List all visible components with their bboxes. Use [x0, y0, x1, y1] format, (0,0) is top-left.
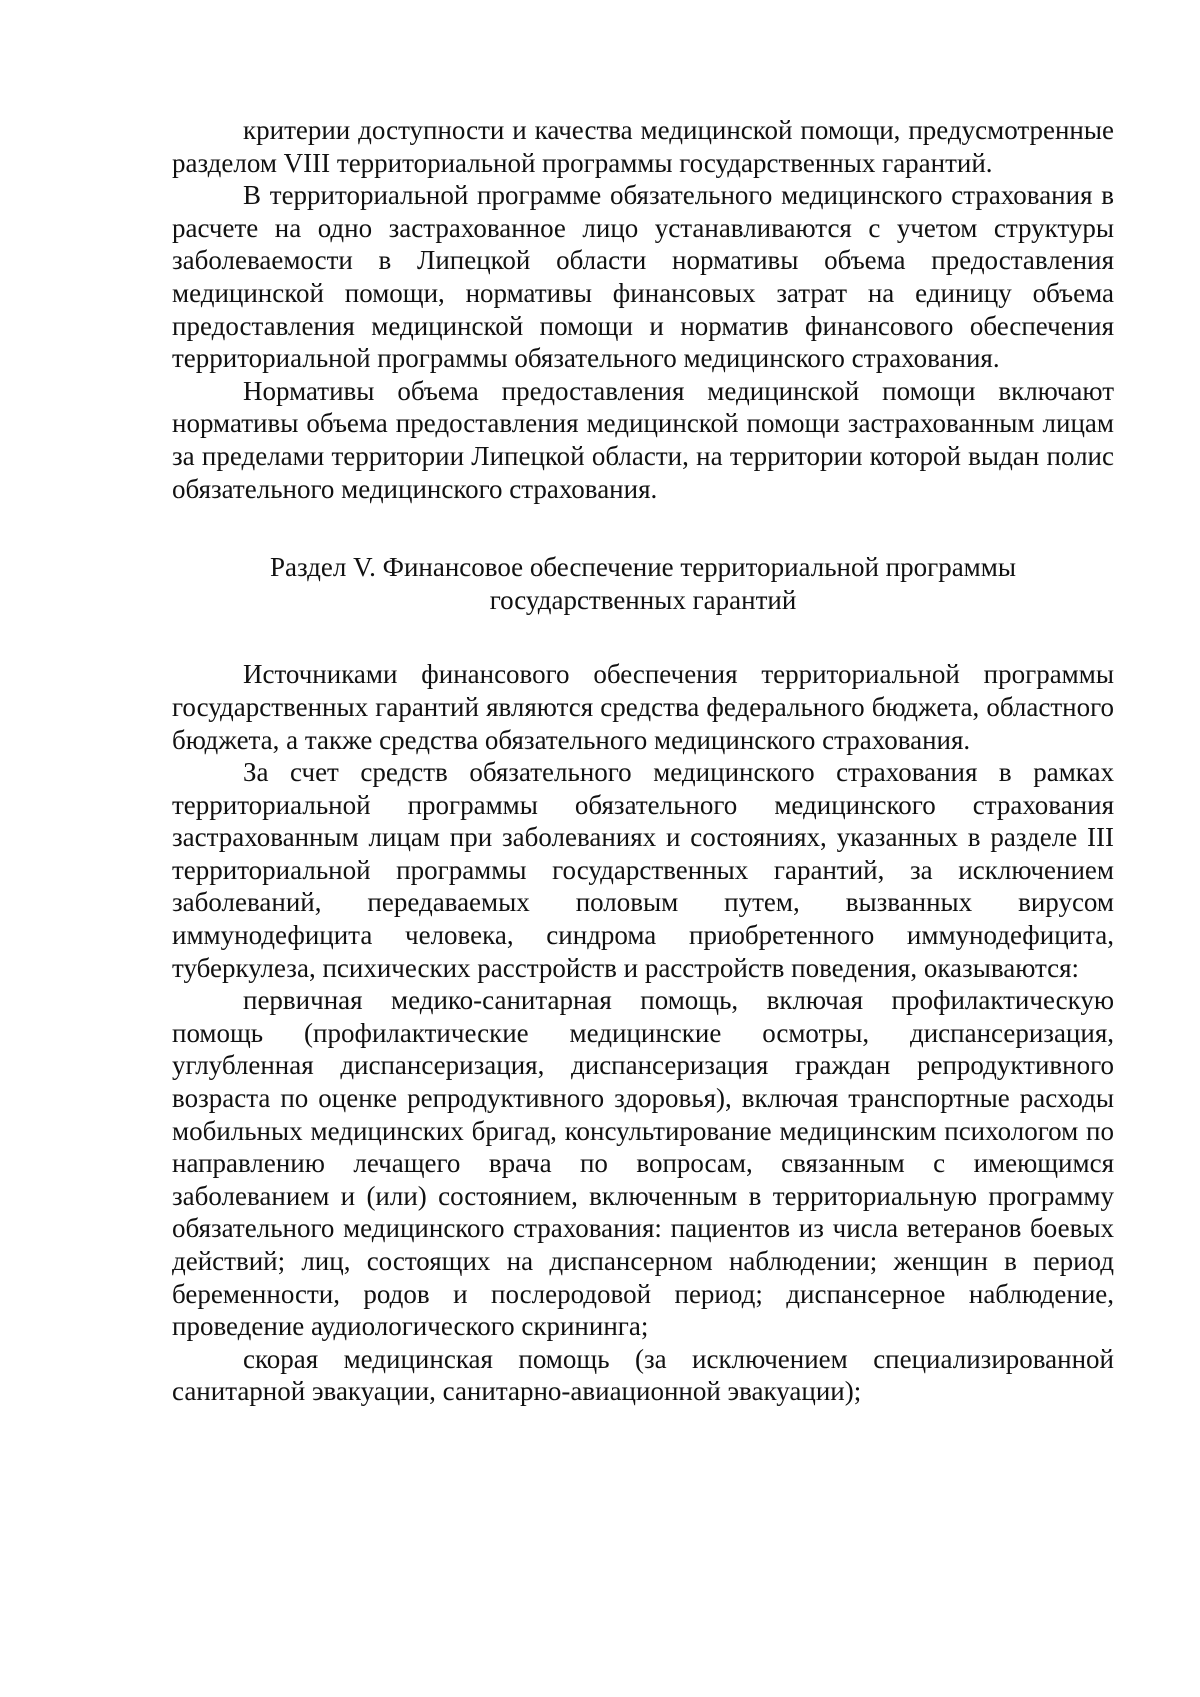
paragraph-emergency-care: скорая медицинская помощь (за исключением специализированной санитарной эвакуации, санитарно-авиационной эвакуации);: [172, 1343, 1114, 1407]
paragraph-oms-coverage: За счет средств обязательного медицинского страхования в рамках территориальной программы обязательного медицинского страхования застрахованным лицам при заболеваниях и состояниях, указанных в разделе III территориальной программы государственных гарантий, за исключением заболеваний, передаваемых половым путем, вызванных вирусом иммунодефицита человека, синдрома приобретенного иммунодефицита, туберкулеза, психических расстройств и расстройств поведения, оказываются:: [172, 757, 1114, 983]
section-heading: [172, 551, 1114, 616]
paragraph-primary-care: первичная медико-санитарная помощь, включая профилактическую помощь (профилактические медицинские осмотры, диспансеризация, углубленная диспансеризация, диспансеризация граждан репродуктивного возраста по оценке репродуктивного здоровья), включая транспортные расходы мобильных медицинских бригад, консультирование медицинским психологом по направлению лечащего врача по вопросам, связанным с имеющимся заболеванием и (или) состоянием, включенным в территориальную программу обязательного медицинского страхования: пациентов из числа ветеранов боевых действий; лиц, состоящих на диспансерном наблюдении; женщин в период беременности, родов и послеродовой период; диспансерное наблюдение, проведение аудиологического скрининга;: [172, 985, 1114, 1342]
section-heading-line-1: Раздел V. Финансовое обеспечение территориальной программы: [270, 552, 1016, 583]
section-heading-line-2: государственных гарантий: [489, 584, 797, 615]
paragraph-volume-norms: Нормативы объема предоставления медицинской помощи включают нормативы объема предоставления медицинской помощи застрахованным лицам за пределами территории Липецкой области, на территории которой выдан полис обязательного медицинского страхования.: [172, 375, 1114, 504]
paragraph-oms-norms: В территориальной программе обязательного медицинского страхования в расчете на одно застрахованное лицо устанавливаются с учетом структуры заболеваемости в Липецкой области нормативы объема предоставления медицинской помощи, нормативы финансовых затрат на единицу объема предоставления медицинской помощи и норматив финансового обеспечения территориальной программы обязательного медицинского страхования.: [172, 180, 1114, 374]
paragraph-criteria: критерии доступности и качества медицинской помощи, предусмотренные разделом VIII территориальной программы государственных гарантий.: [172, 115, 1114, 178]
document-body: [172, 114, 1114, 1408]
paragraph-funding-sources: Источниками финансового обеспечения территориальной программы государственных гарантий являются средства федерального бюджета, областного бюджета, а также средства обязательного медицинского страхования.: [172, 659, 1114, 755]
